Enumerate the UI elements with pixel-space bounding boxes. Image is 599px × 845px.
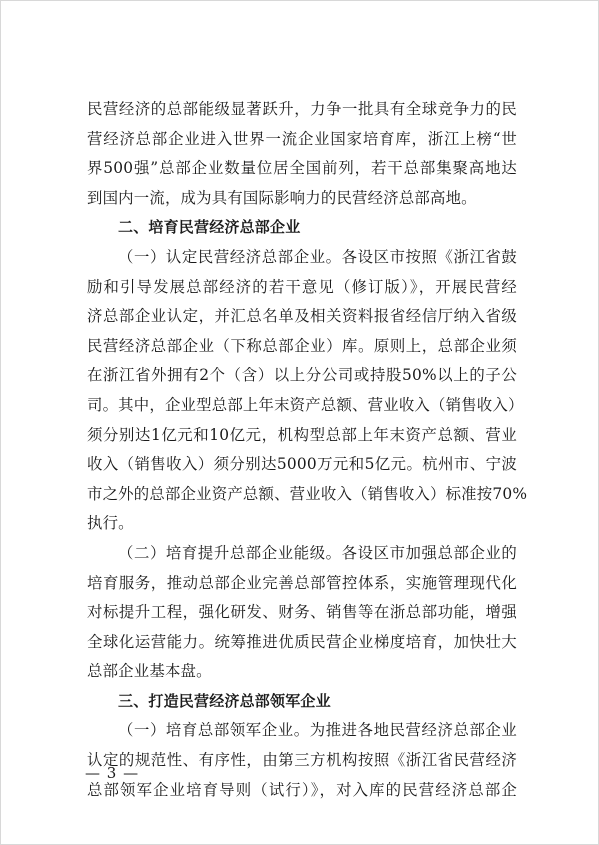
text-line: 培育服务，推动总部企业完善总部管控体系，实施管理现代化: [87, 573, 517, 592]
paragraph-3: [87, 539, 517, 687]
text-line: 励和引导发展总部经济的若干意见（修订版）》，开展民营经: [87, 277, 517, 296]
paragraph-1: [87, 95, 517, 213]
text-line: 总部企业基本盘。: [87, 662, 212, 681]
text-line: 民营经济的总部能级显著跃升，力争一批具有全球竞争力的民: [87, 100, 517, 118]
text-line: 收入（销售收入）须分别达5000万元和5亿元。杭州市、宁波: [87, 455, 517, 474]
text-line: 济总部企业认定，并汇总名单及相关资料报省经信厅纳入省级: [87, 307, 517, 326]
document-body: [87, 95, 528, 805]
text-line: 民营经济总部企业（下称总部企业）库。原则上，总部企业须: [87, 336, 517, 355]
text-line: （一）认定民营经济总部企业。各设区市按照《浙江省鼓: [118, 247, 517, 266]
text-line: 总部领军企业培育导则（试行）》，对入库的民营经济总部企: [87, 780, 517, 799]
text-line: 市之外的总部企业资产总额、营业收入（销售收入）标准按70%: [87, 484, 528, 503]
text-line: 司。其中，企业型总部上年末资产总额、营业收入（销售收入）: [87, 395, 524, 414]
section-heading-3: 三、打造民营经济总部领军企业: [118, 691, 331, 710]
text-line: 对标提升工程，强化研发、财务、销售等在浙总部功能，增强: [87, 603, 517, 622]
text-line: 在浙江省外拥有2个（含）以上分公司或持股50%以上的子公: [87, 366, 517, 385]
text-line: 营经济总部企业进入世界一流企业国家培育库，浙江上榜“世: [87, 129, 517, 148]
page-number: — 3 —: [85, 764, 140, 782]
text-line: 执行。: [87, 514, 134, 533]
text-line: 认定的规范性、有序性，由第三方机构按照《浙江省民营经济: [87, 751, 517, 770]
paragraph-2: [87, 243, 528, 539]
text-line: 到国内一流，成为具有国际影响力的民营经济总部高地。: [87, 188, 477, 207]
paragraph-4: [87, 716, 517, 805]
text-line: （二）培育提升总部企业能级。各设区市加强总部企业的: [118, 543, 517, 562]
text-line: 全球化运营能力。统筹推进优质民营企业梯度培育，加快壮大: [87, 632, 517, 651]
text-line: （一）培育总部领军企业。为推进各地民营经济总部企业: [118, 721, 517, 740]
section-heading-2: 二、培育民营经济总部企业: [118, 218, 301, 237]
text-line: 界500强”总部企业数量位居全国前列，若干总部集聚高地达: [87, 159, 517, 178]
text-line: 须分别达1亿元和10亿元，机构型总部上年末资产总额、营业: [87, 425, 517, 444]
